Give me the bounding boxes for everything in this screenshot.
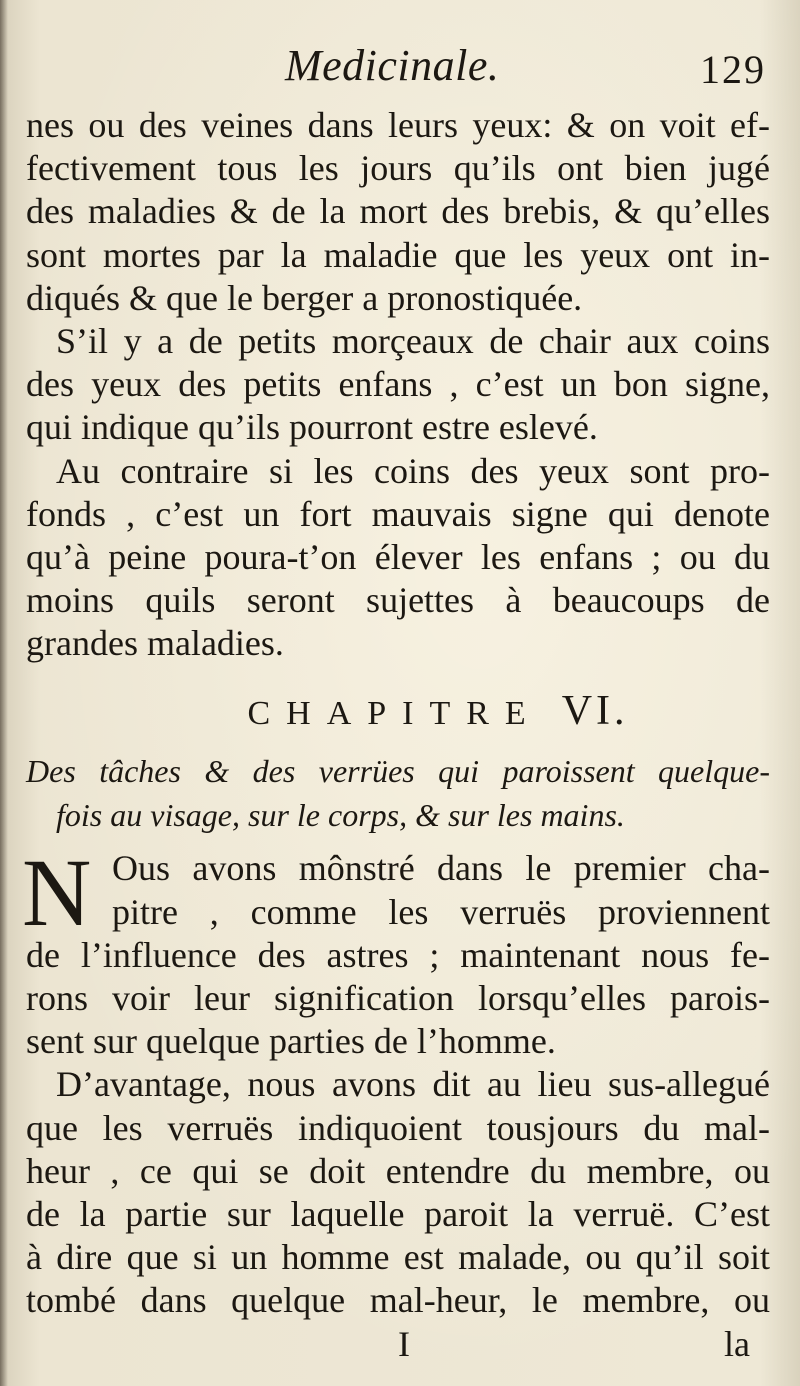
text-line: des yeux des petits enfans , c’est un bon signe,: [26, 364, 770, 405]
text-line: diqués & que le berger a pronostiquée.: [26, 277, 583, 318]
text-line: Ous avons mônstré dans le premier cha-: [112, 848, 770, 889]
text-line: qui indique qu’ils pourront estre eslevé.: [26, 407, 598, 448]
text-line: de l’influence des astres ; maintenant nous fe-: [26, 934, 770, 975]
text-line: des maladies & de la mort des brebis, & qu’elles: [26, 191, 770, 232]
chapter-label: CHAPITRE: [247, 695, 542, 733]
catchword: la: [724, 1323, 750, 1364]
running-head: [0, 40, 800, 100]
text-line: heur , ce qui se doit entendre du membre, ou: [26, 1150, 770, 1191]
signature-mark: I: [398, 1323, 410, 1364]
text-line: sont mortes par la maladie que les yeux ont in-: [26, 234, 770, 275]
subtitle-line: Des tâches & des verrües qui paroissent quelque-: [26, 753, 770, 790]
paragraph-warts-misfortune: [26, 1063, 770, 1322]
subtitle-line: fois au visage, sur le corps, & sur les mains.: [56, 797, 625, 834]
text-line: moins quils seront sujettes à beaucoups de: [26, 580, 770, 621]
drop-cap: N: [22, 839, 92, 947]
text-line: nes ou des veines dans leurs yeux: & on voit ef-: [26, 105, 770, 145]
running-title: Medicinale.: [285, 41, 500, 90]
text-line: grandes maladies.: [26, 623, 284, 664]
page-footer: [26, 1323, 770, 1366]
text-block: [22, 104, 770, 1366]
paragraph-deep-corners: [26, 450, 770, 666]
text-line: à dire que si un homme est malade, ou qu’il soit: [26, 1237, 770, 1278]
paragraph-eyes-sheep: [26, 104, 770, 320]
page-number: 129: [700, 47, 766, 92]
text-line: sent sur quelque parties de l’homme.: [26, 1021, 556, 1062]
paragraph-flesh-corners: [26, 320, 770, 450]
chapter-numeral: VI.: [561, 688, 629, 735]
text-line: tombé dans quelque mal-heur, le membre, ou: [26, 1280, 770, 1321]
text-line: fonds , c’est un fort mauvais signe qui denote: [26, 493, 770, 534]
binding-shadow: [0, 0, 8, 1386]
paragraph-warts-origin: [22, 839, 770, 1063]
text-line: de la partie sur laquelle paroit la verruë. C’est: [26, 1193, 770, 1234]
chapter-subtitle: [26, 749, 770, 837]
text-line: rons voir leur signification lorsqu’elles parois-: [26, 978, 770, 1018]
text-line: fectivement tous les jours qu’ils ont bien jugé: [26, 148, 770, 189]
text-line: qu’à peine poura-t’on élever les enfans ; ou du: [26, 536, 770, 577]
text-line: Au contraire si les coins des yeux sont pro-: [56, 450, 770, 491]
chapter-heading: [26, 679, 770, 743]
text-line: pitre , comme les verruës proviennent: [112, 891, 770, 932]
text-line: D’avantage, nous avons dit au lieu sus-allegué: [56, 1064, 770, 1105]
text-line: S’il y a de petits morçeaux de chair aux coins: [56, 320, 770, 361]
text-line: que les verruës indiquoient tousjours du mal-: [26, 1107, 770, 1148]
